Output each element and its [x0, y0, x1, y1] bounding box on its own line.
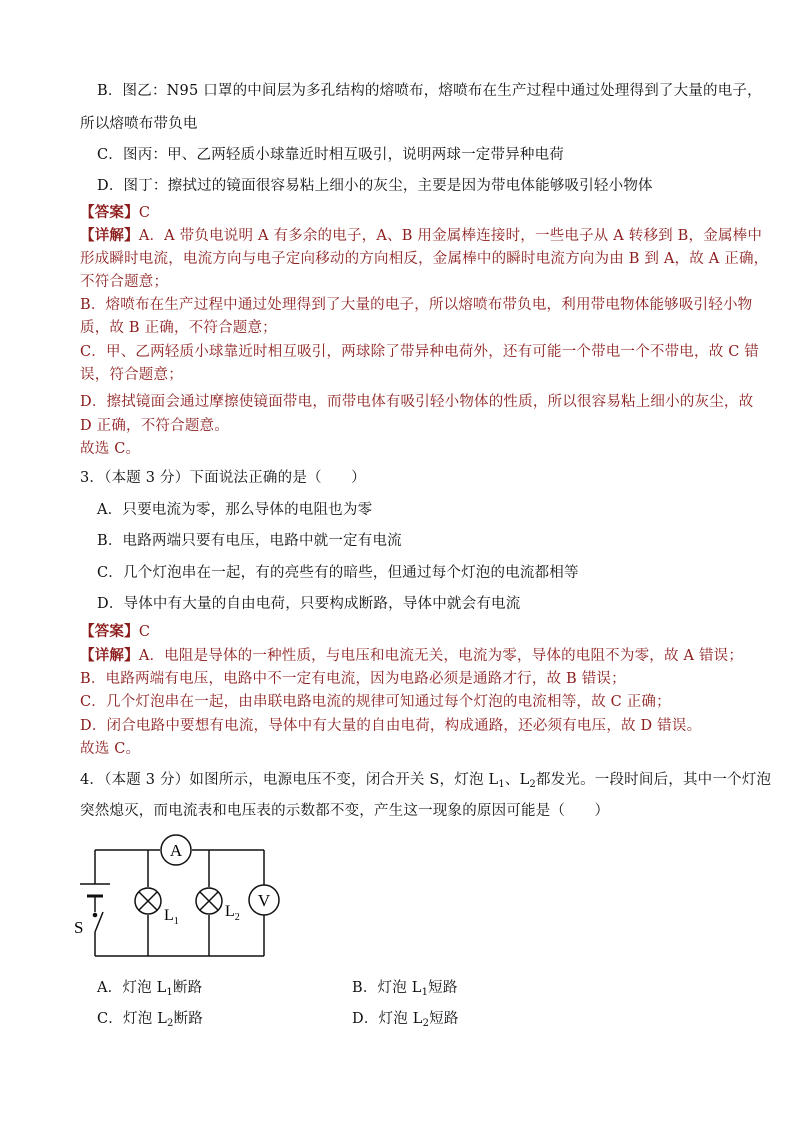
q3-detail-line-0: [80, 646, 743, 666]
detail-tag: 【详解】: [80, 227, 139, 244]
subscript: 1: [166, 987, 173, 998]
q4-option-a: [97, 978, 202, 998]
q2-detail-line-1: 形成瞬时电流，电流方向与电子定向移动的方向相反，金属棒中的瞬时电流方向为由 B 到 A，故 A 正确，: [80, 251, 769, 267]
option-text: D．灯泡 L: [352, 1011, 423, 1027]
q2-detail-line-3: B．熔喷布在生产过程中通过处理得到了大量的电子，所以熔喷布带负电，利用带电物体能够吸引轻小物: [80, 297, 753, 313]
q2-detail-line-8: D 正确，不符合题意。: [80, 418, 229, 434]
q2-detail-line-4: 质，故 B 正确，不符合题意；: [80, 320, 277, 336]
q4-stem-line1: [80, 770, 771, 790]
option-text: A．灯泡 L: [97, 980, 167, 996]
subscript: 2: [422, 1018, 430, 1029]
q4-stem-line2: 突然熄灭，而电流表和电压表的示数都不变，产生这一现象的原因可能是（ ）: [80, 803, 610, 819]
q3-option-a: A．只要电流为零，那么导体的电阻也为零: [97, 502, 373, 518]
q2-detail-line-7: D．擦拭镜面会通过摩擦使镜面带电，而带电体有吸引轻小物体的性质，所以很容易粘上细小的灰尘，故: [80, 394, 754, 410]
q3-detail-line-1: B．电路两端有电压，电路中不一定有电流，因为电路必须是通路才行，故 B 错误；: [80, 671, 626, 687]
subscript: 1: [498, 779, 505, 790]
subscript: 2: [167, 1018, 174, 1029]
answer-value: C: [138, 624, 151, 640]
ammeter-label: A: [169, 841, 183, 860]
detail-text: A．电阻是导体的一种性质，与电压和电流无关，电流为零，导体的电阻不为零，故 A 错误；: [138, 648, 744, 664]
q3-stem: 3．（本题 3 分）下面说法正确的是（ ）: [80, 470, 366, 486]
q4-option-d: [352, 1009, 459, 1029]
subscript: 1: [421, 987, 429, 998]
option-text: 短路: [428, 980, 458, 996]
q2-option-b-line2: 所以熔喷布带负电: [80, 116, 198, 132]
q2-detail-line-9: 故选 C。: [80, 441, 141, 457]
q2-detail-line-6: 误，符合题意；: [80, 367, 183, 383]
q3-detail-line-2: C．几个灯泡串在一起，由串联电路电流的规律可知通过每个灯泡的电流相等，故 C 正确；: [80, 694, 671, 710]
q2-detail-line-0: [80, 226, 762, 246]
q2-detail-line-5: C．甲、乙两轻质小球靠近时相互吸引，两球除了带异种电荷外，还有可能一个带电一个不带电，故 C 错: [80, 344, 760, 360]
q3-option-d: D．导体中有大量的自由电荷，只要构成断路，导体中就会有电流: [97, 596, 521, 612]
q2-answer: [80, 203, 150, 223]
q4-option-c: [97, 1009, 203, 1029]
lamp-1-label: $L_1$: [164, 907, 179, 927]
answer-tag: 【答案】: [80, 204, 139, 221]
switch-contact: [93, 913, 98, 918]
detail-text: A．A 带负电说明 A 有多余的电子，A、B 用金属棒连接时，一些电子从 A 转移到 B，金属棒中: [138, 228, 763, 244]
q3-detail-line-4: 故选 C。: [80, 741, 141, 757]
option-text: C．灯泡 L: [97, 1011, 168, 1027]
voltmeter-label: V: [257, 891, 271, 910]
answer-value: C: [138, 205, 151, 221]
option-text: 断路: [173, 1011, 204, 1027]
lamp-2-label: $L_2$: [225, 903, 240, 923]
circuit-diagram: [68, 832, 288, 968]
stem-text: 、L: [504, 772, 530, 788]
answer-tag: 【答案】: [80, 623, 139, 640]
q2-option-d: D．图丁：擦拭过的镜面很容易粘上细小的灰尘，主要是因为带电体能够吸引轻小物体: [97, 178, 653, 194]
q3-detail-line-3: D．闭合电路中要想有电流，导体中有大量的自由电荷，构成通路，还必须有电压，故 D 错误。: [80, 718, 702, 734]
detail-tag: 【详解】: [80, 647, 139, 664]
q4-option-b: [352, 978, 458, 998]
q3-answer: [80, 622, 150, 642]
q2-option-b-line1: B．图乙：N95 口罩的中间层为多孔结构的熔喷布，熔喷布在生产过程中通过处理得到了大量的电子，: [97, 83, 762, 99]
stem-text: 4．（本题 3 分）如图所示，电源电压不变，闭合开关 S，灯泡 L: [80, 772, 499, 788]
q3-option-b: B．电路两端只要有电压，电路中就一定有电流: [97, 533, 402, 549]
subscript: 2: [529, 779, 536, 790]
q2-detail-line-2: 不符合题意；: [80, 274, 169, 290]
q2-option-c: C．图丙：甲、乙两轻质小球靠近时相互吸引，说明两球一定带异种电荷: [97, 147, 564, 163]
option-text: 短路: [429, 1011, 459, 1027]
option-text: B．灯泡 L: [352, 980, 422, 996]
q3-option-c: C．几个灯泡串在一起，有的亮些有的暗些，但通过每个灯泡的电流都相等: [97, 565, 579, 581]
stem-text: 都发光。一段时间后，其中一个灯泡: [535, 772, 772, 788]
switch-label: S: [74, 918, 84, 937]
option-text: 断路: [172, 980, 203, 996]
